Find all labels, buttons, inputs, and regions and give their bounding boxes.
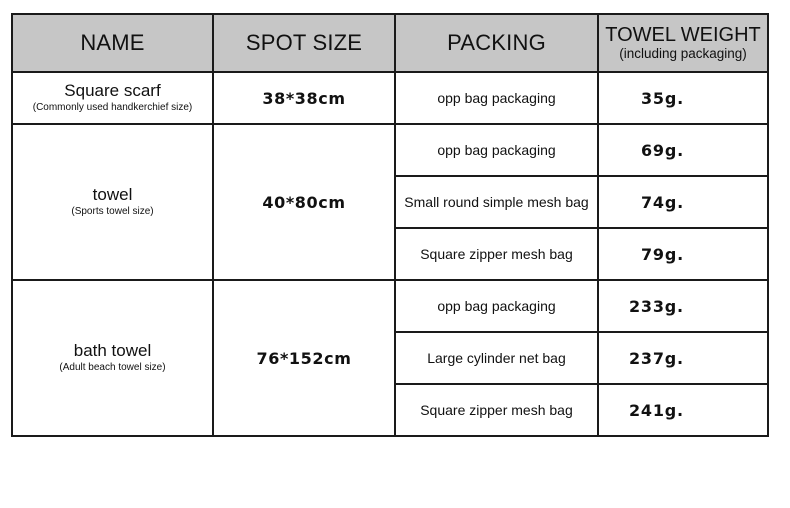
packing-cell: Small round simple mesh bag [395, 176, 598, 228]
product-name-cell [12, 72, 213, 124]
weight-cell: 79g. [598, 228, 768, 280]
packing-cell: opp bag packaging [395, 280, 598, 332]
product-name: Square scarf [64, 81, 161, 100]
product-name-cell [12, 124, 213, 280]
packing-cell: opp bag packaging [395, 72, 598, 124]
packing-cell: Large cylinder net bag [395, 332, 598, 384]
towel-spec-table [11, 13, 769, 437]
header-packing: PACKING [395, 14, 598, 72]
spot-size-cell: 40*80cm [213, 124, 395, 280]
header-name: NAME [12, 14, 213, 72]
header-towel-weight: TOWEL WEIGHT (including packaging) [598, 14, 768, 72]
weight-cell: 241g. [598, 384, 768, 436]
packing-cell: Square zipper mesh bag [395, 384, 598, 436]
table-row [12, 280, 768, 332]
weight-cell: 237g. [598, 332, 768, 384]
weight-cell: 69g. [598, 124, 768, 176]
product-name: bath towel [73, 341, 152, 360]
packing-cell: opp bag packaging [395, 124, 598, 176]
table-row [12, 72, 768, 124]
weight-cell: 74g. [598, 176, 768, 228]
product-name: towel [92, 185, 133, 204]
header-spot-size: SPOT SIZE [213, 14, 395, 72]
spot-size-cell: 76*152cm [213, 280, 395, 436]
packing-cell: Square zipper mesh bag [395, 228, 598, 280]
product-note: (Sports towel size) [71, 206, 154, 217]
product-note: (Commonly used handkerchief size) [32, 102, 193, 113]
header-row [12, 14, 768, 72]
weight-cell: 233g. [598, 280, 768, 332]
table-row [12, 124, 768, 176]
product-note: (Adult beach towel size) [59, 362, 166, 373]
weight-cell: 35g. [598, 72, 768, 124]
product-name-cell [12, 280, 213, 436]
spot-size-cell: 38*38cm [213, 72, 395, 124]
